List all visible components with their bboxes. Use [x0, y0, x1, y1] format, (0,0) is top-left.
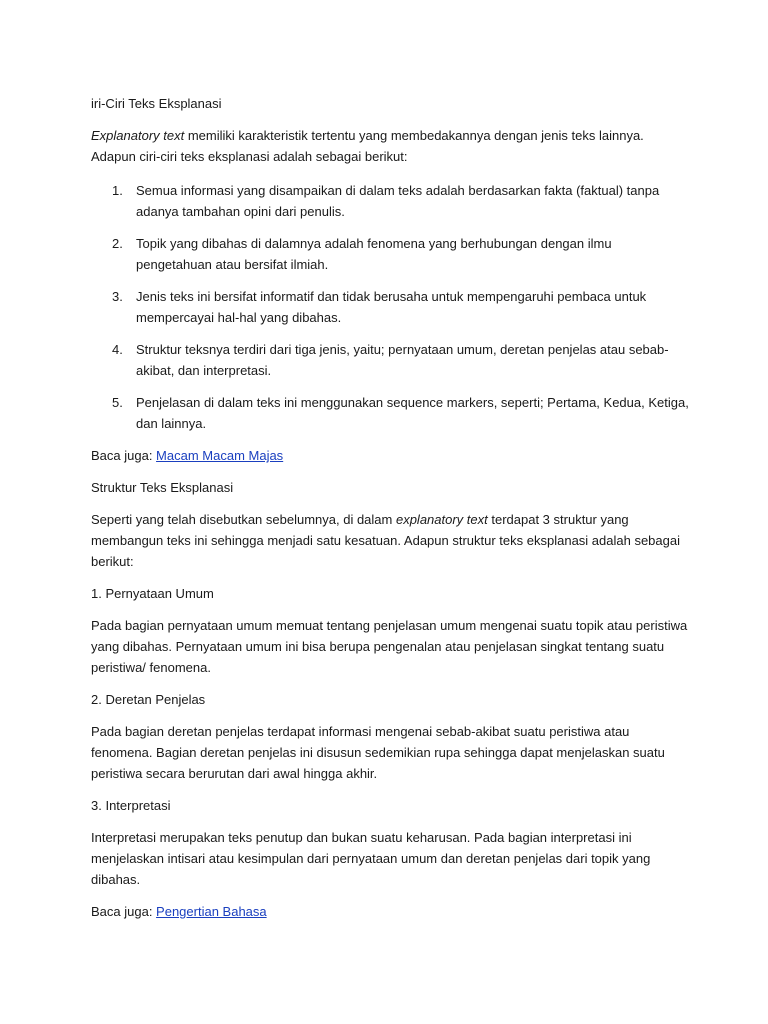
list-item-text: Jenis teks ini bersifat informatif dan tidak berusaha untuk mempengaruhi pembaca untuk mempercayai hal-hal yang dibahas. [136, 289, 647, 325]
structure-intro [91, 509, 691, 572]
structure-intro-term: explanatory text [395, 512, 488, 527]
structure-intro-before: Seperti yang telah disebutkan sebelumnya, di dalam [91, 512, 396, 527]
intro-paragraph [91, 125, 691, 167]
section-heading-pernyataan-umum: 1. Pernyataan Umum [91, 586, 214, 601]
intro-term: Explanatory text [91, 128, 185, 143]
list-item-number: 3. [112, 289, 123, 304]
section-body-deretan-penjelas: Pada bagian deretan penjelas terdapat informasi mengenai sebab-akibat suatu peristiwa atau fenomena. Bagian deretan penjelas ini disusun sedemikian rupa sehingga dapat menjelaskan suatu peristiwa secara berurutan dari awal hingga akhir. [91, 724, 665, 781]
read-also-2 [91, 901, 691, 922]
page-title: iri-Ciri Teks Eksplanasi [91, 96, 222, 111]
list-item [91, 233, 691, 275]
section-body-pernyataan-umum: Pada bagian pernyataan umum memuat tentang penjelasan umum mengenai suatu topik atau peristiwa yang dibahas. Pernyataan umum ini bisa berupa pengenalan atau penjelasan singkat tentang suatu peristiwa/ fenomena. [91, 618, 688, 675]
section-heading-deretan-penjelas: 2. Deretan Penjelas [91, 692, 206, 707]
list-item-text: Penjelasan di dalam teks ini menggunakan sequence markers, seperti; Pertama, Kedua, Ketiga, dan lainnya. [136, 395, 689, 431]
list-item-text: Topik yang dibahas di dalamnya adalah fenomena yang berhubungan dengan ilmu pengetahuan atau bersifat ilmiah. [136, 236, 612, 272]
link-pengertian-bahasa[interactable]: Pengertian Bahasa [156, 904, 267, 919]
list-item [91, 339, 691, 381]
list-item-number: 4. [112, 342, 123, 357]
list-item-number: 2. [112, 236, 123, 251]
structure-intro-after: terdapat 3 struktur yang membangun teks ini sehingga menjadi satu kesatuan. Adapun struktur teks eksplanasi adalah sebagai berikut: [91, 512, 680, 569]
section-heading-interpretasi: 3. Interpretasi [91, 798, 171, 813]
list-item [91, 286, 691, 328]
list-item-number: 5. [112, 395, 123, 410]
list-item [91, 392, 691, 434]
read-also-1 [91, 445, 691, 466]
section-body-interpretasi: Interpretasi merupakan teks penutup dan bukan suatu keharusan. Pada bagian interpretasi ini menjelaskan intisari atau kesimpulan dari pernyataan umum dan deretan penjelas dari topik yang dibahas. [91, 830, 651, 887]
read-also-prefix: Baca juga: [91, 904, 157, 919]
document-content [91, 93, 691, 933]
list-item-text: Semua informasi yang disampaikan di dalam teks adalah berdasarkan fakta (faktual) tanpa adanya tambahan opini dari penulis. [136, 183, 660, 219]
structure-heading: Struktur Teks Eksplanasi [91, 480, 234, 495]
list-item-text: Struktur teksnya terdiri dari tiga jenis, yaitu; pernyataan umum, deretan penjelas atau sebab-akibat, dan interpretasi. [136, 342, 669, 378]
list-item-number: 1. [112, 183, 123, 198]
intro-text: memiliki karakteristik tertentu yang membedakannya dengan jenis teks lainnya. Adapun ciri-ciri teks eksplanasi adalah sebagai berikut: [91, 128, 644, 164]
link-macam-macam-majas[interactable]: Macam Macam Majas [156, 448, 284, 463]
read-also-prefix: Baca juga: [91, 448, 157, 463]
list-item [91, 180, 691, 222]
feature-list [91, 180, 691, 434]
